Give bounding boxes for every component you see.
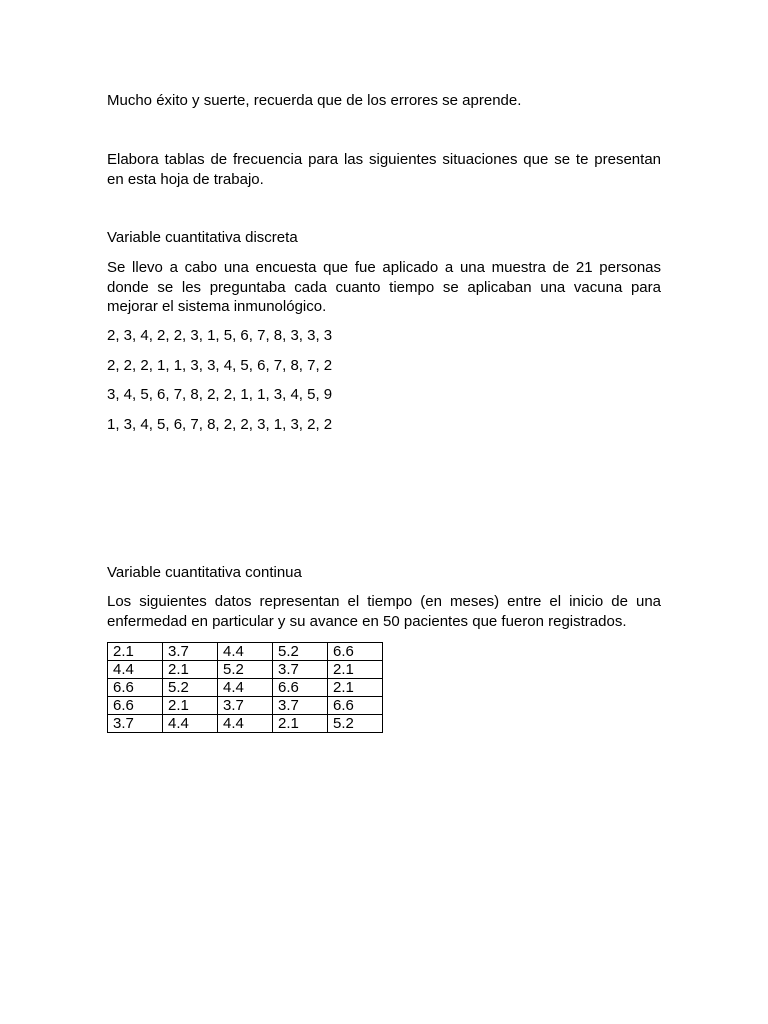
table-cell: 3.7 (273, 697, 328, 715)
table-cell: 2.1 (273, 715, 328, 733)
table-cell: 5.2 (163, 679, 218, 697)
table-cell: 2.1 (163, 697, 218, 715)
table-cell: 5.2 (218, 661, 273, 679)
table-row (108, 697, 383, 715)
discrete-description: Se llevo a cabo una encuesta que fue aplicado a una muestra de 21 personas donde se les preguntaba cada cuanto tiempo se aplicaban una vacuna para mejorar el sistema inmunológico. (107, 259, 661, 315)
table-cell: 6.6 (273, 679, 328, 697)
data-line: 3, 4, 5, 6, 7, 8, 2, 2, 1, 1, 3, 4, 5, 9 (107, 386, 333, 403)
table-cell: 6.6 (328, 643, 383, 661)
table-cell: 3.7 (163, 643, 218, 661)
table-cell: 4.4 (218, 715, 273, 733)
data-line: 2, 3, 4, 2, 2, 3, 1, 5, 6, 7, 8, 3, 3, 3 (107, 327, 333, 344)
table-cell: 3.7 (273, 661, 328, 679)
table-cell: 5.2 (273, 643, 328, 661)
table-cell: 2.1 (328, 661, 383, 679)
continuous-description: Los siguientes datos representan el tiempo (en meses) entre el inicio de una enfermedad en particular y su avance en 50 pacientes que fueron registrados. (107, 593, 661, 630)
table-cell: 4.4 (218, 643, 273, 661)
data-line: 2, 2, 2, 1, 1, 3, 3, 4, 5, 6, 7, 8, 7, 2 (107, 356, 333, 374)
greeting-text: Mucho éxito y suerte, recuerda que de los errores se aprende. (107, 92, 522, 109)
discrete-data-lines (107, 326, 661, 444)
continuous-data-table (107, 642, 383, 733)
table-row (108, 661, 383, 679)
table-cell: 6.6 (108, 679, 163, 697)
table-cell: 3.7 (108, 715, 163, 733)
continuous-heading: Variable cuantitativa continua (107, 564, 302, 581)
table-cell: 5.2 (328, 715, 383, 733)
table-cell: 4.4 (218, 679, 273, 697)
table-cell: 2.1 (328, 679, 383, 697)
table-row (108, 643, 383, 661)
table-cell: 2.1 (163, 661, 218, 679)
table-cell: 6.6 (108, 697, 163, 715)
table-row (108, 715, 383, 733)
table-cell: 6.6 (328, 697, 383, 715)
data-line: 1, 3, 4, 5, 6, 7, 8, 2, 2, 3, 1, 3, 2, 2 (107, 415, 333, 433)
table-cell: 4.4 (108, 661, 163, 679)
discrete-heading: Variable cuantitativa discreta (107, 229, 298, 246)
table-cell: 2.1 (108, 643, 163, 661)
table-row (108, 679, 383, 697)
table-cell: 3.7 (218, 697, 273, 715)
instruction-text: Elabora tablas de frecuencia para las siguientes situaciones que se te presentan en esta hoja de trabajo. (107, 151, 661, 188)
table-cell: 4.4 (163, 715, 218, 733)
